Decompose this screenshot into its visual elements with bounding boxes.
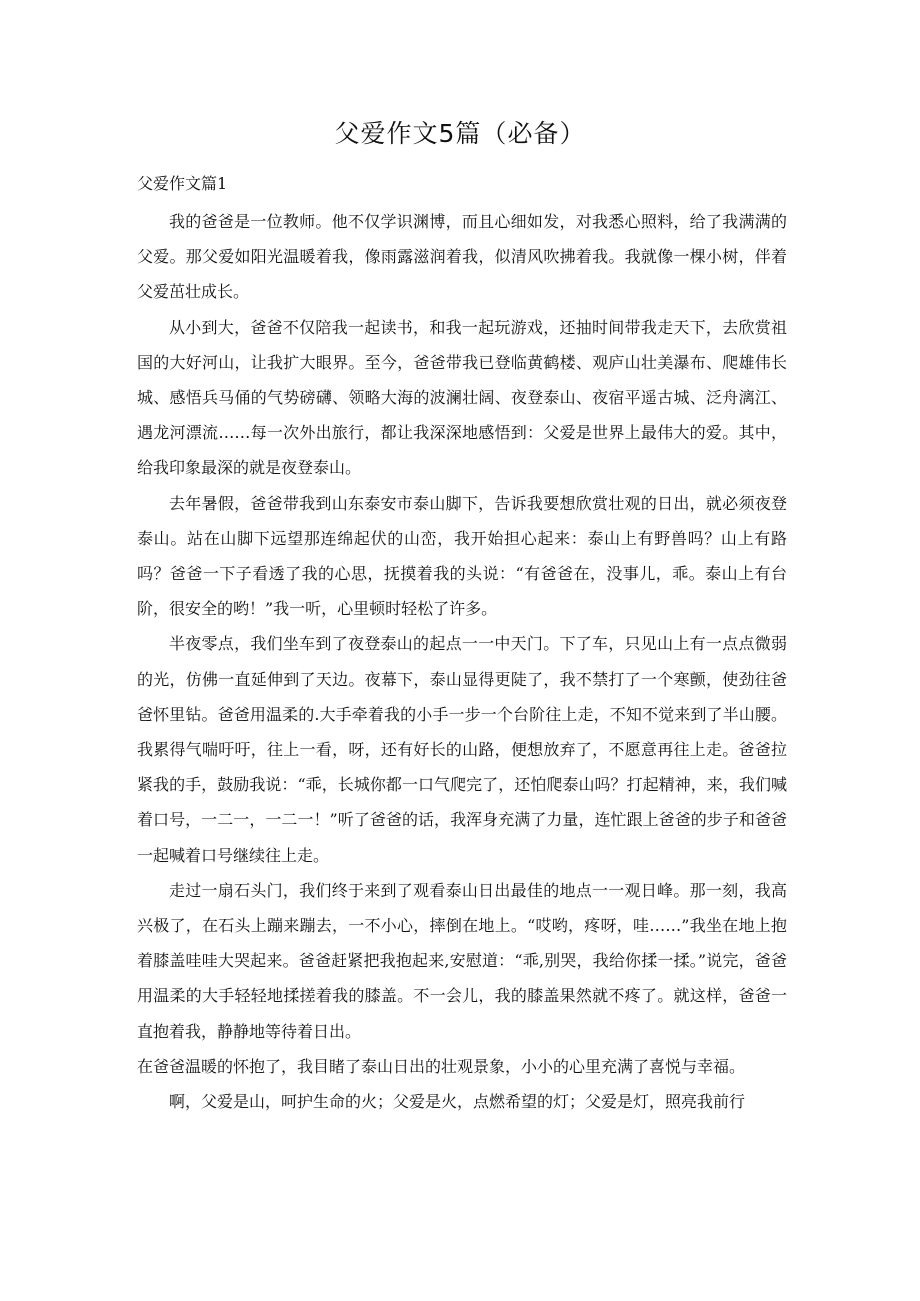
paragraph-4: 半夜零点，我们坐车到了夜登泰山的起点一一中天门。下了车，只见山上有一点点微弱的光，仿佛一直延伸到了天边。夜幕下，泰山显得更陡了，我不禁打了一个寒颤，使劲往爸爸怀里钻。爸爸用温柔的.大手牵着我的小手一步一个台阶往上走，不知不觉来到了半山腰。我累得气喘吁吁，往上一看，呀，还有好长的山路，便想放弃了，不愿意再往上走。爸爸拉紧我的手，鼓励我说：“乖，长城你都一口气爬完了，还怕爬泰山吗？打起精神，来，我们喊着口号，一二一，一二一！”听了爸爸的话，我浑身充满了力量，连忙跟上爸爸的步子和爸爸一起喊着口号继续往上走。 <box>137 634 787 865</box>
paragraph-7: 啊，父爱是山，呵护生命的火；父爱是火，点燃希望的灯；父爱是灯，照亮我前行 <box>169 1092 746 1112</box>
paragraph-6: 在爸爸温暖的怀抱了，我目睹了泰山日出的壮观景象，小小的心里充满了喜悦与幸福。 <box>137 1056 746 1076</box>
paragraph-1: 我的爸爸是一位教师。他不仅学识渊博，而且心细如发，对我悉心照料，给了我满满的父爱。那父爱如阳光温暖着我，像雨露滋润着我，似清风吹拂着我。我就像一棵小树，伴着父爱茁壮成长。 <box>137 212 787 302</box>
paragraph-5: 走过一扇石头门，我们终于来到了观看泰山日出最佳的地点一一观日峰。那一刻，我高兴极了，在石头上蹦来蹦去，一不小心，摔倒在地上。“哎哟，疼呀，哇……”我坐在地上抱着膝盖哇哇大哭起来。爸爸赶紧把我抱起来,安慰道：“乖,别哭，我给你揉一揉。”说完，爸爸用温柔的大手轻轻地揉搓着我的膝盖。不一会儿，我的膝盖果然就不疼了。就这样，爸爸一直抱着我，静静地等待着日出。 <box>137 880 787 1041</box>
article-body <box>137 204 787 1119</box>
section-heading: 父爱作文篇1 <box>137 174 228 193</box>
page-title: 父爱作文5篇（必备） <box>334 119 586 148</box>
paragraph-3: 去年暑假，爸爸带我到山东泰安市泰山脚下，告诉我要想欣赏壮观的日出，就必须夜登泰山。站在山脚下远望那连绵起伏的山峦，我开始担心起来：泰山上有野兽吗？山上有路吗？爸爸一下子看透了我的心思，抚摸着我的头说：“有爸爸在，没事儿，乖。泰山上有台阶，很安全的哟！”我一听，心里顿时轻松了许多。 <box>137 493 787 619</box>
paragraph-2: 从小到大，爸爸不仅陪我一起读书，和我一起玩游戏，还抽时间带我走天下，去欣赏祖国的大好河山，让我扩大眼界。至今，爸爸带我已登临黄鹤楼、观庐山壮美瀑布、爬雄伟长城、感悟兵马俑的气势磅礴、领略大海的波澜壮阔、夜登泰山、夜宿平遥古城、泛舟漓江、遇龙河漂流……每一次外出旅行，都让我深深地感悟到：父爱是世界上最伟大的爱。其中，给我印象最深的就是夜登泰山。 <box>137 317 787 478</box>
